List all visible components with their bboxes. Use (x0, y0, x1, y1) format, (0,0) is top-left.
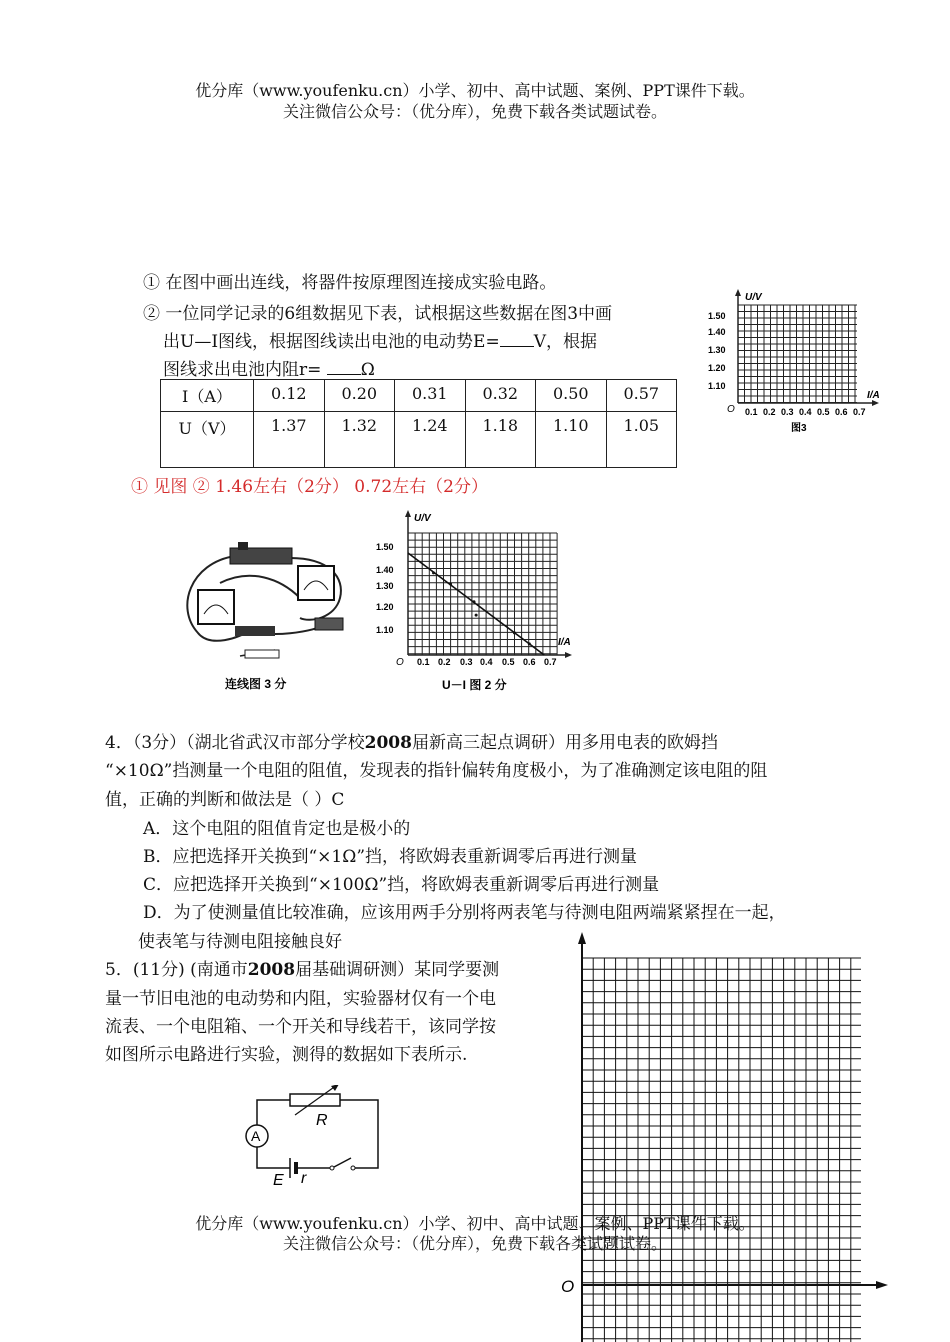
table-cell: 0.12 (254, 380, 325, 412)
fig3-caption: 图3 (791, 423, 807, 434)
table-cell: U（V） (161, 412, 254, 468)
q4-line-1 (105, 728, 718, 753)
ui-y-tick: 1.10 (376, 625, 394, 635)
switch-contact (351, 1166, 355, 1170)
data-point (528, 642, 531, 645)
data-point (472, 600, 475, 603)
x-axis-arrow-icon (876, 1281, 888, 1289)
ui-y-tick: 1.40 (376, 565, 394, 575)
q4-option-a: A．这个电阻的阻值肯定也是极小的 (143, 819, 411, 839)
data-point (475, 614, 478, 617)
circuit-diagram (235, 1085, 395, 1195)
q3-item-2-line-3 (163, 355, 375, 380)
fig3-x-label: I/A (867, 390, 880, 401)
wiring-diagram (180, 538, 355, 698)
ui-origin: O (396, 657, 404, 668)
wiring-caption: 连线图 3 分 (225, 677, 287, 691)
table-row-voltage (161, 412, 677, 468)
footer-line-2: 关注微信公众号：（优分库），免费下载各类试题试卷。 (282, 1234, 667, 1253)
fig3-y-tick: 1.20 (708, 363, 726, 373)
table-cell: I（A） (161, 380, 254, 412)
q5-line-2: 量一节旧电池的电动势和内阻，实验器材仅有一个电 (105, 989, 496, 1009)
q4-option-d-line-1: D．为了使测量值比较准确，应该用两手分别将两表笔与待测电阻两端紧紧捏在一起， (143, 903, 786, 923)
ui-x-tick: 0.2 (438, 657, 451, 667)
internal-resistance-label: r (301, 1170, 307, 1187)
base-plate-icon (245, 650, 279, 658)
header-line-2: 关注微信公众号：（优分库），免费下载各类试题试卷。 (282, 102, 667, 121)
q3-data-table (160, 379, 677, 468)
wire (257, 1147, 290, 1168)
q4-option-d-line-2: 使表笔与待测电阻接触良好 (138, 932, 342, 952)
q5-line-3: 流表、一个电阻箱、一个开关和导线若干，该同学按 (105, 1017, 496, 1037)
ammeter-icon (298, 566, 334, 600)
data-point (432, 571, 435, 574)
ui-answer-graph (372, 505, 587, 695)
table-cell: 1.32 (324, 412, 395, 468)
q3-r-prompt: 图线求出电池内阻r= (163, 360, 327, 380)
q3-emf-unit: V，根据 (533, 332, 597, 352)
answer-grid (555, 930, 950, 1342)
switch-icon (315, 618, 343, 630)
switch-contact (330, 1166, 334, 1170)
table-cell: 0.31 (395, 380, 466, 412)
table-cell: 0.57 (606, 380, 677, 412)
ui-x-label: I/A (558, 637, 571, 648)
ui-y-label: U/V (414, 513, 431, 524)
data-point (513, 631, 516, 634)
q3-item-2-line-2 (163, 327, 597, 352)
q4-text: 4．（3分）（湖北省武汉市部分学校 (105, 733, 365, 753)
r-blank[interactable] (327, 358, 361, 375)
q5-text: 5．(11分) (南通市 (105, 960, 248, 980)
q3-emf-prompt: 出U—I图线，根据图线读出电池的电动势E= (163, 332, 500, 352)
fig3-x-tick: 0.1 (745, 407, 758, 417)
ui-y-tick: 1.20 (376, 602, 394, 612)
ui-x-tick: 0.5 (502, 657, 515, 667)
fig3-y-label: U/V (745, 292, 762, 303)
switch-blade-icon (334, 1158, 351, 1167)
q5-line-1 (105, 955, 499, 980)
table-cell: 1.24 (395, 412, 466, 468)
table-cell: 0.32 (465, 380, 536, 412)
ui-x-tick: 0.3 (460, 657, 473, 667)
q3-item-1: ① 在图中画出连线，将器件按原理图连接成实验电路。 (143, 273, 557, 293)
fig3-x-tick: 0.5 (817, 407, 830, 417)
y-axis-arrow-icon (405, 510, 411, 517)
table-cell: 1.18 (465, 412, 536, 468)
ui-x-tick: 0.6 (523, 657, 536, 667)
fig3-x-tick: 0.4 (799, 407, 812, 417)
fig3-y-tick: 1.40 (708, 327, 726, 337)
fig3-y-tick: 1.30 (708, 345, 726, 355)
voltmeter-icon (198, 590, 234, 624)
q5-line-4: 如图所示电路进行实验，测得的数据如下表所示. (105, 1045, 468, 1065)
q3-r-unit: Ω (360, 360, 375, 380)
q4-line-3: 值，正确的判断和做法是（ ）C (105, 790, 345, 810)
q4-text: 届新高三起点调研）用多用电表的欧姆挡 (411, 733, 718, 753)
emf-blank[interactable] (500, 330, 534, 347)
q4-year: 2008 (364, 733, 412, 753)
ui-y-tick: 1.50 (376, 542, 394, 552)
figure-3-graph (705, 285, 905, 435)
fig3-origin: O (727, 404, 735, 415)
table-cell: 0.50 (536, 380, 607, 412)
rheostat-icon (230, 548, 292, 564)
fig3-x-tick: 0.6 (835, 407, 848, 417)
ammeter-label: A (251, 1128, 261, 1144)
q5-text: 届基础调研测）某同学要测 (295, 960, 500, 980)
table-row-current (161, 380, 677, 412)
q5-year: 2008 (247, 960, 296, 980)
q4-line-2: “×10Ω”挡测量一个电阻的阻值，发现表的指针偏转角度极小，为了准确测定该电阻的阻 (105, 761, 768, 781)
q3-item-2-line-1: ② 一位同学记录的6组数据见下表，试根据这些数据在图3中画 (143, 304, 613, 324)
x-axis-arrow-icon (565, 652, 572, 658)
table-cell: 0.20 (324, 380, 395, 412)
rheostat-slider-icon (238, 542, 248, 550)
y-axis-arrow-icon (578, 932, 586, 944)
q4-option-c: C．应把选择开关换到“×100Ω”挡，将欧姆表重新调零后再进行测量 (143, 875, 660, 895)
fig3-x-tick: 0.7 (853, 407, 866, 417)
data-point (449, 583, 452, 586)
wire (257, 1100, 290, 1125)
footer-line-1: 优分库（www.youfenku.cn）小学、初中、高中试题、案例、PPT课件下载。 (195, 1214, 755, 1233)
ui-y-tick: 1.30 (376, 581, 394, 591)
wire (340, 1100, 378, 1168)
fig3-y-tick: 1.50 (708, 311, 726, 321)
y-axis-arrow-icon (735, 289, 741, 296)
table-cell: 1.10 (536, 412, 607, 468)
table-cell: 1.37 (254, 412, 325, 468)
q3-answer: ① 见图 ② 1.46左右（2分） 0.72左右（2分） (131, 477, 488, 497)
battery-icon (235, 626, 275, 636)
header-line-1: 优分库（www.youfenku.cn）小学、初中、高中试题、案例、PPT课件下载。 (195, 81, 755, 100)
ui-x-tick: 0.1 (417, 657, 430, 667)
ui-x-tick: 0.7 (544, 657, 557, 667)
resistor-label: R (316, 1112, 328, 1129)
q4-option-b: B．应把选择开关换到“×1Ω”挡，将欧姆表重新调零后再进行测量 (143, 847, 638, 867)
emf-label: E (273, 1172, 284, 1189)
fig3-x-tick: 0.2 (763, 407, 776, 417)
grid-origin: O (561, 1277, 575, 1296)
fig3-y-tick: 1.10 (708, 381, 726, 391)
ui-caption: U－I 图 2 分 (442, 678, 507, 692)
fig3-x-tick: 0.3 (781, 407, 794, 417)
ui-x-tick: 0.4 (480, 657, 493, 667)
table-cell: 1.05 (606, 412, 677, 468)
